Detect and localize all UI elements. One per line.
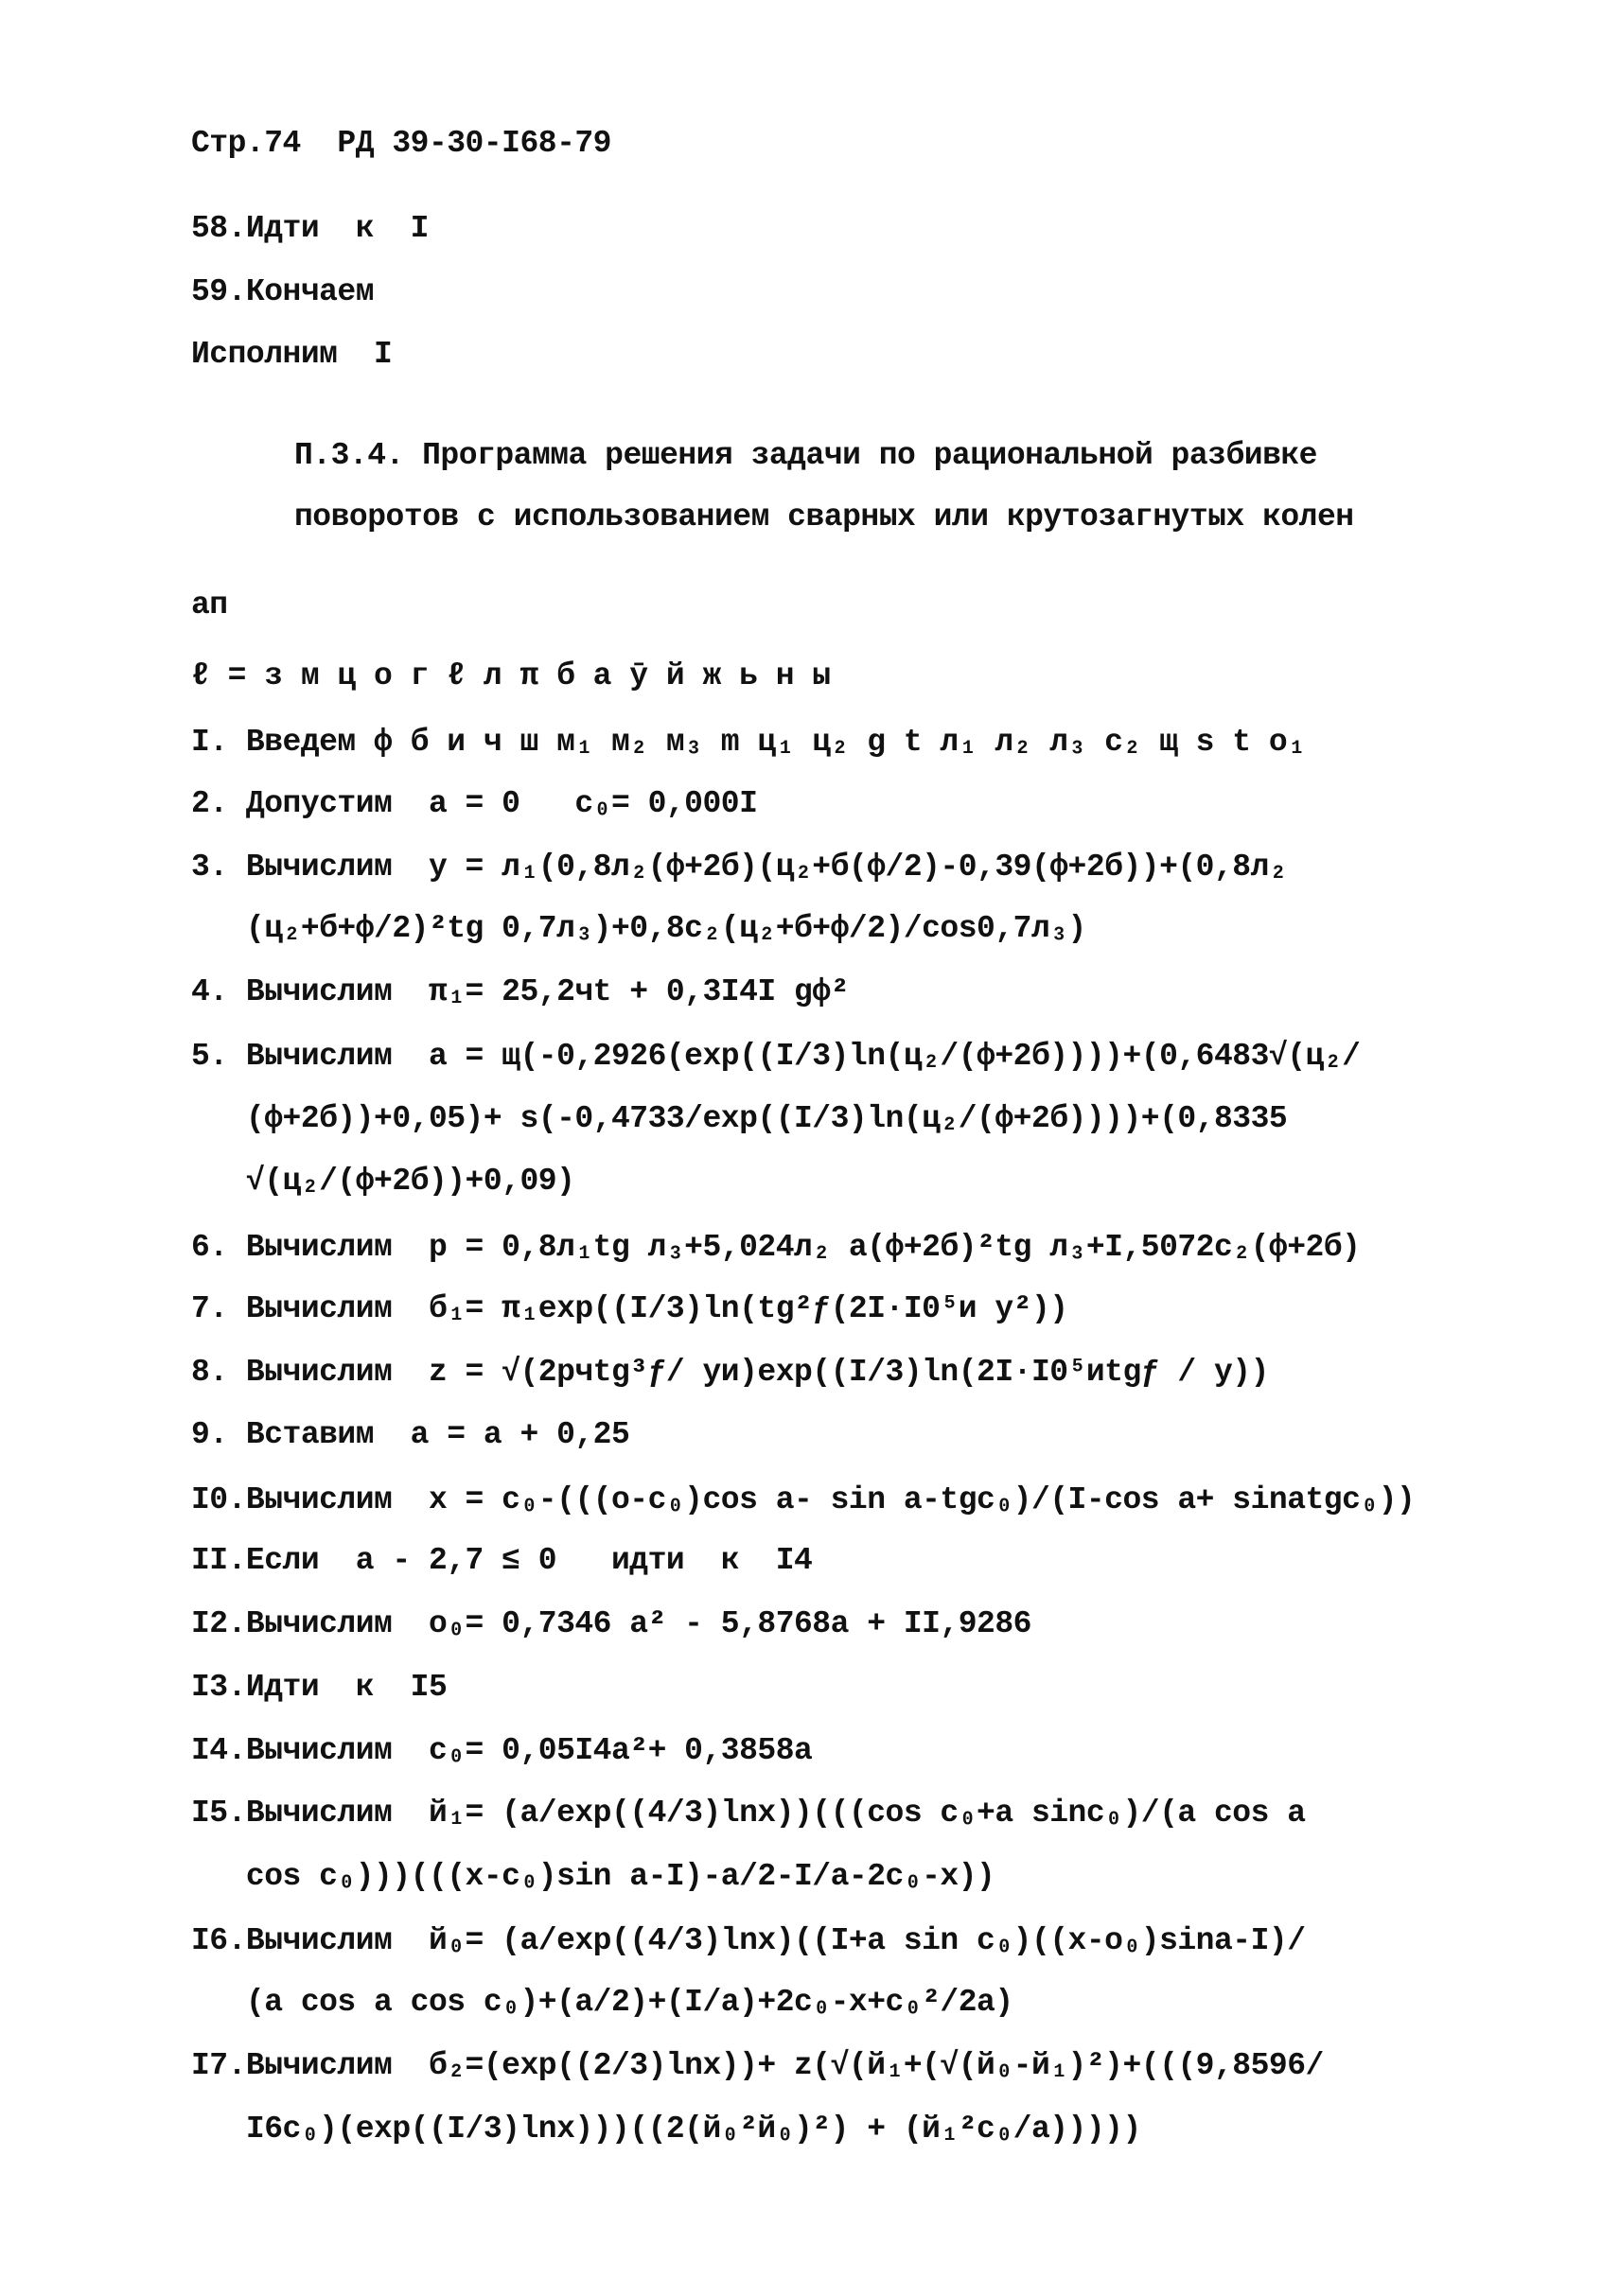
program-step-line: I6с₀)(exp((I/3)lnx)))((2(й₀²й₀)²) + (й₁²с₀/а))))) bbox=[191, 2112, 1141, 2147]
page-header: Стр.74 РД 39-30-I68-79 bbox=[191, 126, 611, 161]
program-step-line: 5. Вычислим а = щ(-0,2926(exp((I/3)ln(ц₂/(ф+2б))))+(0,6483√(ц₂/ bbox=[191, 1039, 1361, 1074]
program-step-line: 3. Вычислим y = л₁(0,8л₂(ф+2б)(ц₂+б(ф/2)-0,39(ф+2б))+(0,8л₂ bbox=[191, 850, 1288, 885]
program-step-line: 9. Вставим а = а + 0,25 bbox=[191, 1417, 630, 1452]
program-step-line: (а cos а cos с₀)+(а/2)+(I/а)+2с₀-x+с₀²/2а) bbox=[191, 1985, 1013, 2020]
program-step-line: I0.Вычислим x = с₀-(((о-с₀)cos а- sin а-tgс₀)/(I-cos а+ sinаtgс₀)) bbox=[191, 1482, 1416, 1517]
program-step-line: 7. Вычислим б₁= π₁exp((I/3)ln(tg²ƒ(2I·I0⁵и y²)) bbox=[191, 1291, 1068, 1326]
program-step-line: (ц₂+б+ф/2)²tg 0,7л₃)+0,8с₂(ц₂+б+ф/2)/cos0,7л₃) bbox=[191, 911, 1086, 946]
program-step-line: I3.Идти к I5 bbox=[191, 1670, 448, 1705]
program-step-line: I4.Вычислим с₀= 0,05I4а²+ 0,3858а bbox=[191, 1733, 813, 1768]
program-step-line: I. Введем ф б и ч ш м₁ м₂ м₃ m ц₁ ц₂ g t л₁ л₂ л₃ с₂ щ s t о₁ bbox=[191, 725, 1306, 760]
program-step-line: 2. Допустим а = 0 с₀= 0,000I bbox=[191, 786, 758, 821]
program-step-line: I5.Вычислим й₁= (а/exp((4/3)lnx))(((cos с₀+а sinс₀)/(а cos а bbox=[191, 1796, 1306, 1831]
program-step-line: I7.Вычислим б₂=(exp((2/3)lnx))+ z(√(й₁+(√(й₀-й₁)²)+(((9,8596/ bbox=[191, 2048, 1324, 2083]
program-label: ап bbox=[191, 587, 228, 622]
program-step-line: √(ц₂/(ф+2б))+0,09) bbox=[191, 1164, 575, 1199]
program-step-line: I6.Вычислим й₀= (а/exp((4/3)lnx)((I+а sin с₀)((x-о₀)sinа-I)/ bbox=[191, 1923, 1306, 1958]
program-step-line: cos с₀)))(((x-с₀)sin а-I)-а/2-I/а-2с₀-x)) bbox=[191, 1859, 995, 1894]
program-step-line: 8. Вычислим z = √(2pчtg³ƒ/ yи)exp((I/3)ln(2I·I0⁵иtgƒ / y)) bbox=[191, 1355, 1269, 1390]
section-heading-line-1: П.3.4. Программа решения задачи по рациональной разбивке bbox=[294, 438, 1317, 473]
program-step-line: I2.Вычислим о₀= 0,7346 а² - 5,8768а + II,9286 bbox=[191, 1606, 1031, 1641]
program-step-line: 4. Вычислим π₁= 25,2чt + 0,3I4I gф² bbox=[191, 974, 849, 1009]
program-step-line: (ф+2б))+0,05)+ s(-0,4733/exp((I/3)ln(ц₂/(ф+2б))))+(0,8335 bbox=[191, 1101, 1288, 1136]
program-step-line: 6. Вычислим p = 0,8л₁tg л₃+5,024л₂ а(ф+2б)²tg л₃+I,5072с₂(ф+2б) bbox=[191, 1230, 1361, 1265]
section-heading-line-2: поворотов с использованием сварных или крутозагнутых колен bbox=[294, 500, 1354, 535]
program-step-line: II.Если а - 2,7 ≤ 0 идти к I4 bbox=[191, 1543, 813, 1578]
execute-line: Исполним I bbox=[191, 337, 393, 372]
step-59: 59.Кончаем bbox=[191, 274, 375, 309]
step-58: 58.Идти к I bbox=[191, 211, 429, 246]
variables-line: ℓ = з м ц о г ℓ л π б а ӯ й ж ь н ы bbox=[191, 658, 831, 693]
